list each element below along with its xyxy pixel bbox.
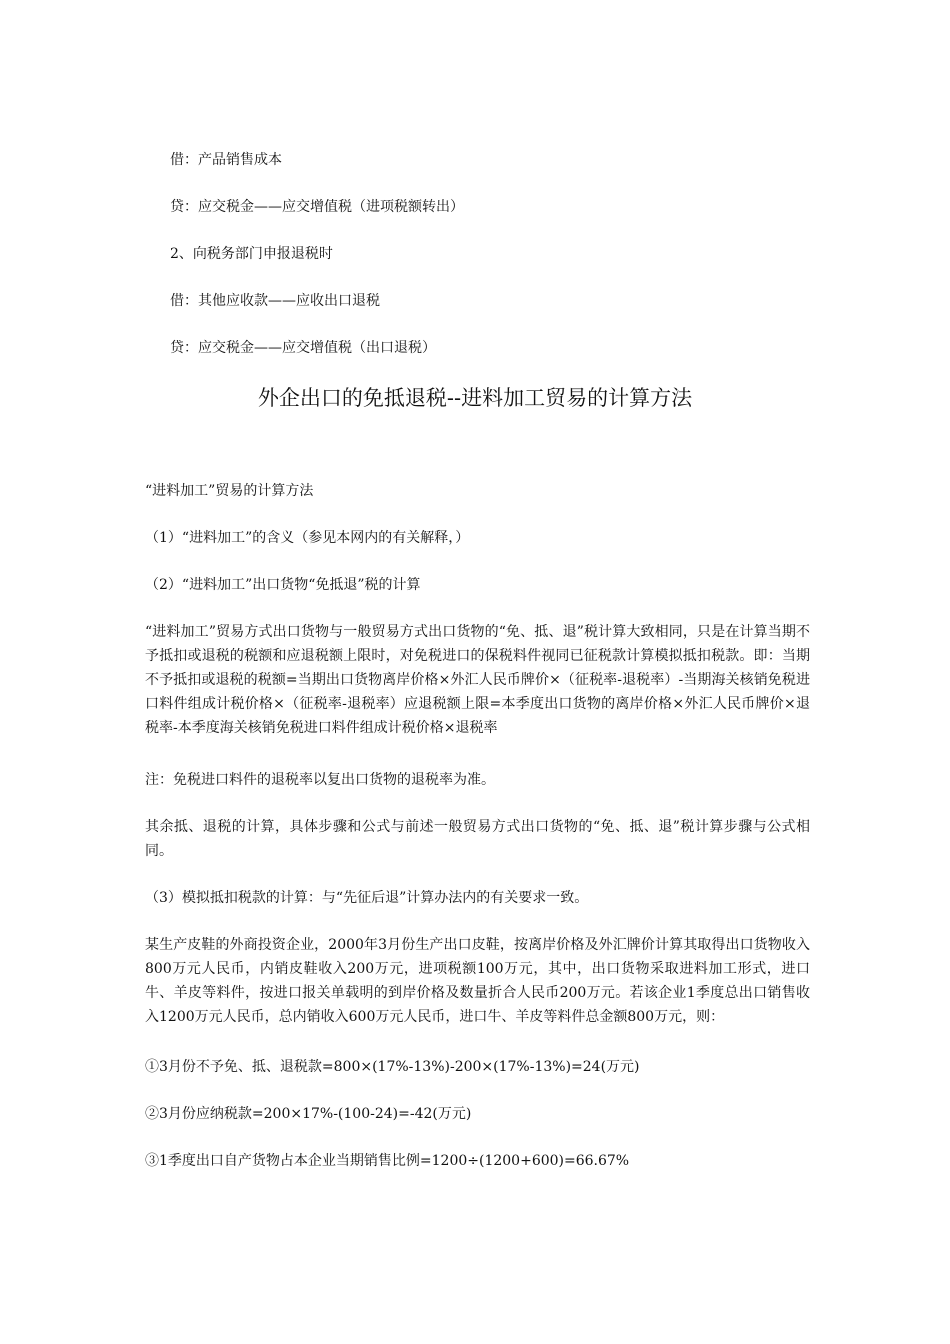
page-title: 外企出口的免抵退税--进料加工贸易的计算方法 [257,386,693,410]
step-2-heading: 2、向税务部门申报退税时 [170,246,333,262]
paragraph-example: 某生产皮鞋的外商投资企业，2000年3月份生产出口皮鞋，按离岸价格及外汇牌价计算其取得出口货物收入800万元人民币，内销皮鞋收入200万元，进项税额100万元，其中，出口货物采取进料加工形式，进口牛、羊皮等料件，按进口报关单载明的到岸价格及数量折合人民币200万元。若该企业1季度总出口销售收入1200万元人民币，总内销收入600万元人民币，进口牛、羊皮等料件总金额800万元，则： [145,937,810,1025]
paragraph-method: “进料加工”贸易方式出口货物与一般贸易方式出口货物的“免、抵、退”税计算大致相同，只是在计算当期不予抵扣或退税的税额和应退税额上限时，对免税进口的保税料件视同已征税款计算模拟抵扣税款。即：当期不予抵扣或退税的税额=当期出口货物离岸价格×外汇人民币牌价×（征税率-退税率）-当期海关核销免税进口料件组成计税价格×（征税率-退税率）应退税额上限=本季度出口货物的离岸价格×外汇人民币牌价×退税率-本季度海关核销免税进口料件组成计税价格×退税率 [145,624,810,736]
item-1: （1）“进料加工”的含义（参见本网内的有关解释，） [145,530,470,546]
paragraph-remaining: 其余抵、退税的计算，具体步骤和公式与前述一般贸易方式出口货物的“免、抵、退”税计算步骤与公式相同。 [145,819,810,859]
calc-step-3: ③1季度出口自产货物占本企业当期销售比例=1200÷(1200+600)=66.67% [145,1153,630,1169]
debit-line-receivable: 借：其他应收款——应收出口退税 [170,293,380,309]
credit-line-export-refund: 贷：应交税金——应交增值税（出口退税） [170,340,436,356]
item-2: （2）“进料加工”出口货物“免抵退”税的计算 [145,577,421,593]
calc-step-2: ②3月份应纳税款=200×17%-(100-24)=-42(万元) [145,1106,472,1122]
section-heading: “进料加工”贸易的计算方法 [145,483,314,499]
debit-line-cost: 借：产品销售成本 [170,152,282,168]
note: 注：免税进口料件的退税率以复出口货物的退税率为准。 [145,772,495,788]
calc-step-1: ①3月份不予免、抵、退税款=800×(17%-13%)-200×(17%-13%)=24(万元) [145,1059,640,1075]
credit-line-vat-transfer: 贷：应交税金——应交增值税（进项税额转出） [170,199,464,215]
item-3: （3）模拟抵扣税款的计算：与“先征后退”计算办法内的有关要求一致。 [145,890,589,906]
